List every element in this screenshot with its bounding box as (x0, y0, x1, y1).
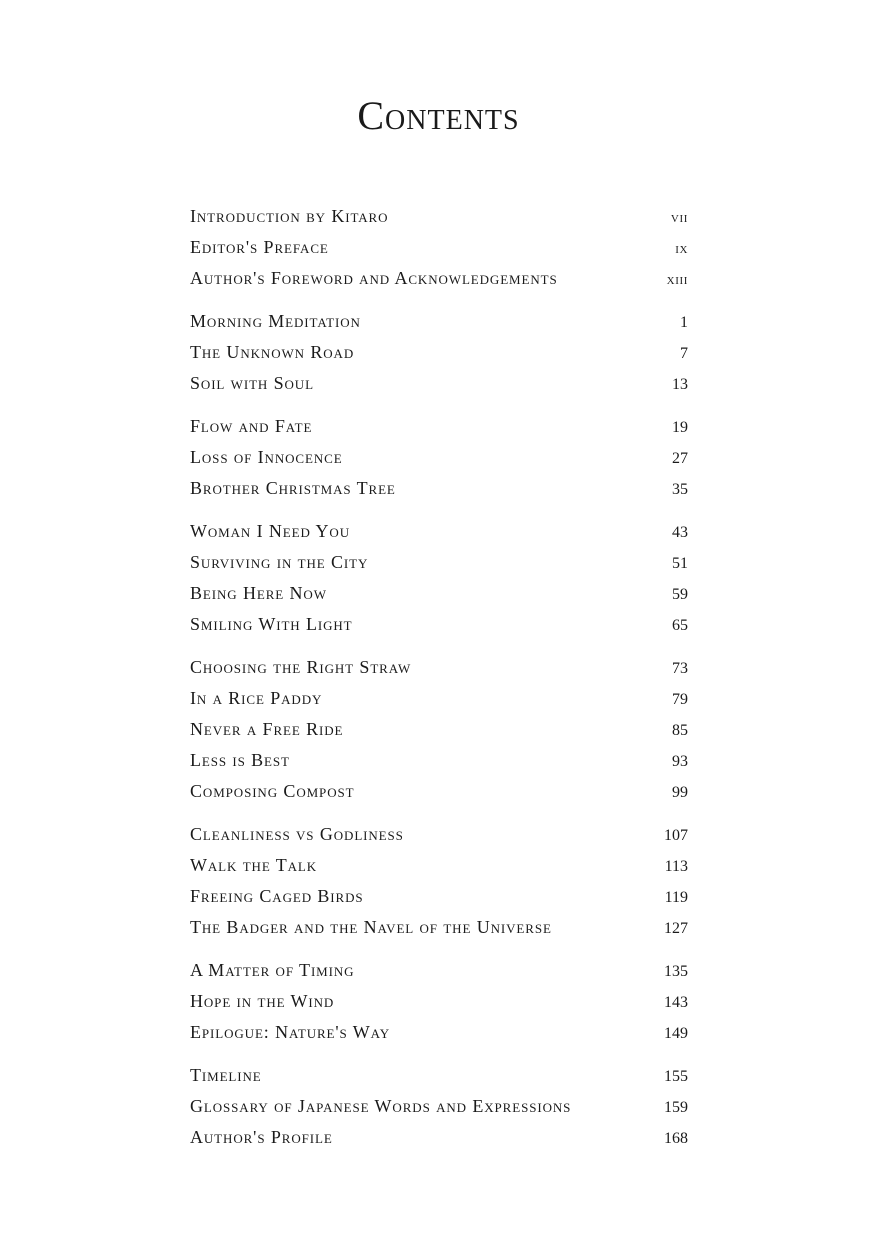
toc-entry-title: Brother Christmas Tree (190, 478, 396, 498)
toc-section (190, 955, 688, 1048)
toc-entry-title: Editor's Preface (190, 237, 329, 257)
toc-entry-title: The Unknown Road (190, 342, 355, 362)
toc-entry (190, 578, 688, 609)
toc-entry-title: Loss of Innocence (190, 447, 343, 467)
toc-entry (190, 1017, 688, 1048)
toc-entry-page-number: 59 (672, 586, 688, 603)
toc-entry-title: Author's Foreword and Acknowledgements (190, 268, 558, 288)
toc-entry-page-number: 155 (664, 1068, 688, 1085)
toc-entry-title: Surviving in the City (190, 552, 369, 572)
toc-entry-page-number: 1 (680, 314, 688, 331)
toc-entry-page-number: 85 (672, 722, 688, 739)
toc-section (190, 819, 688, 943)
toc-entry-title: Choosing the Right Straw (190, 657, 412, 677)
toc-entry-page-number: 143 (664, 994, 688, 1011)
toc-entry-page-number: 79 (672, 691, 688, 708)
toc-entry-page-number: 27 (672, 450, 688, 467)
toc-entry (190, 652, 688, 683)
toc-entry-title: Composing Compost (190, 781, 355, 801)
toc-entry-page-number: 35 (672, 481, 688, 498)
toc-section (190, 201, 688, 294)
toc-entry-page-number: 107 (664, 827, 688, 844)
toc-entry-title: Walk the Talk (190, 855, 318, 875)
toc-entry-title: Soil with Soul (190, 373, 314, 393)
toc-entry-page-number: 113 (664, 858, 688, 875)
toc-entry-title: A Matter of Timing (190, 960, 355, 980)
toc-entry (190, 368, 688, 399)
toc-entry-title: In a Rice Paddy (190, 688, 323, 708)
toc-section (190, 516, 688, 640)
toc-entry-title: Glossary of Japanese Words and Expressions (190, 1096, 572, 1116)
toc-entry-page-number: 159 (664, 1099, 688, 1116)
toc-entry-title: Epilogue: Nature's Way (190, 1022, 391, 1042)
toc-entry-page-number: 43 (672, 524, 688, 541)
toc-entry (190, 1122, 688, 1153)
toc-entry-title: Freeing Caged Birds (190, 886, 364, 906)
page-title: Contents (357, 93, 520, 138)
toc-entry-title: Being Here Now (190, 583, 327, 603)
toc-entry-page-number: 127 (664, 920, 688, 937)
toc-entry-title: Timeline (190, 1065, 262, 1085)
toc-entry-title: Woman I Need You (190, 521, 350, 541)
toc-entry (190, 337, 688, 368)
toc-entry-title: Introduction by Kitaro (190, 206, 389, 226)
toc-entry (190, 516, 688, 547)
toc-entry (190, 547, 688, 578)
toc-entry-title: Morning Meditation (190, 311, 361, 331)
toc-entry-page-number: 73 (672, 660, 688, 677)
toc-entry-title: Flow and Fate (190, 416, 313, 436)
toc-entry (190, 819, 688, 850)
toc-section (190, 652, 688, 807)
toc-entry (190, 986, 688, 1017)
toc-entry-page-number: 13 (672, 376, 688, 393)
toc-entry-page-number: 168 (664, 1130, 688, 1147)
toc-entry (190, 609, 688, 640)
toc-entry-page-number: 19 (672, 419, 688, 436)
toc-entry (190, 232, 688, 263)
toc-entry-title: Hope in the Wind (190, 991, 335, 1011)
toc-entry (190, 201, 688, 232)
toc-entry (190, 776, 688, 807)
toc-section (190, 411, 688, 504)
toc-entry-title: Never a Free Ride (190, 719, 344, 739)
toc-entry (190, 912, 688, 943)
toc-entry (190, 850, 688, 881)
toc-entry (190, 411, 688, 442)
toc-entry (190, 955, 688, 986)
toc-entry-page-number: 149 (664, 1025, 688, 1042)
toc-entry (190, 745, 688, 776)
table-of-contents (190, 201, 688, 1165)
toc-entry (190, 714, 688, 745)
toc-entry (190, 1091, 688, 1122)
toc-entry (190, 683, 688, 714)
toc-entry (190, 442, 688, 473)
toc-entry-title: Less is Best (190, 750, 290, 770)
toc-entry-page-number: 99 (672, 784, 688, 801)
toc-entry-title: Author's Profile (190, 1127, 333, 1147)
toc-entry-title: The Badger and the Navel of the Universe (190, 917, 552, 937)
toc-entry (190, 473, 688, 504)
toc-entry-page-number: ix (675, 240, 688, 257)
toc-section (190, 306, 688, 399)
toc-entry-title: Smiling With Light (190, 614, 353, 634)
toc-entry (190, 881, 688, 912)
toc-entry-page-number: 135 (664, 963, 688, 980)
toc-entry-page-number: 7 (680, 345, 688, 362)
toc-entry-page-number: vii (670, 209, 688, 226)
toc-entry-page-number: 65 (672, 617, 688, 634)
toc-section (190, 1060, 688, 1153)
toc-entry-page-number: 93 (672, 753, 688, 770)
toc-entry-page-number: 119 (664, 889, 688, 906)
toc-entry-title: Cleanliness vs Godliness (190, 824, 404, 844)
toc-entry (190, 1060, 688, 1091)
toc-entry-page-number: xiii (666, 271, 688, 288)
toc-entry-page-number: 51 (672, 555, 688, 572)
toc-entry (190, 263, 688, 294)
toc-entry (190, 306, 688, 337)
